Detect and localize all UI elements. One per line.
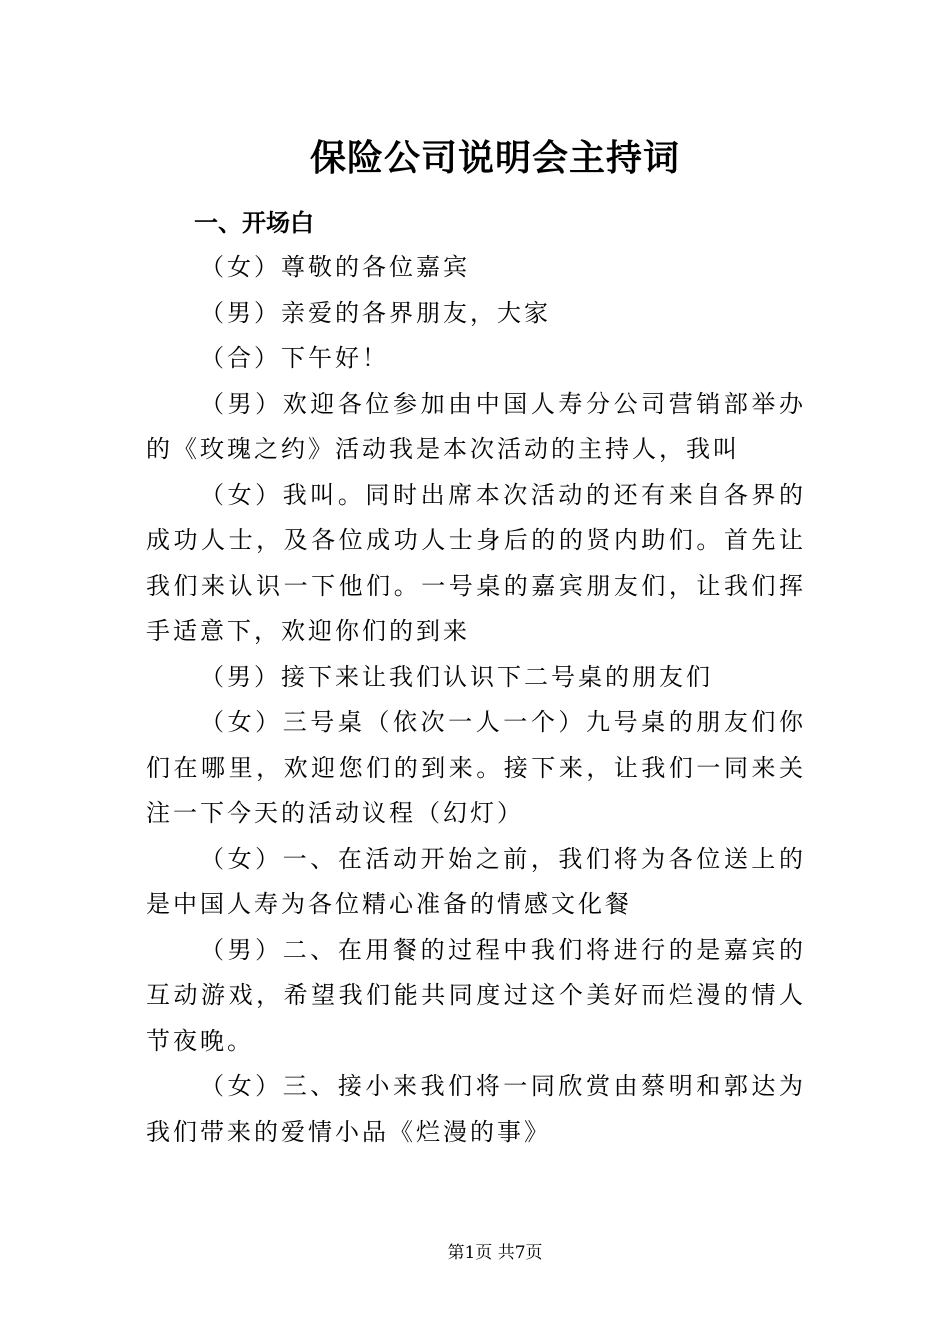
- document-body: [146, 245, 806, 1155]
- page-footer: 第1页 共7页: [447, 1243, 543, 1263]
- paragraph: （男）亲爱的各界朋友，大家: [200, 298, 551, 327]
- paragraph: （女）我叫。同时出席本次活动的还有来自各界的成功人士，及各位成功人士身后的的贤内助们。首先让我们来认识一下他们。一号桌的嘉宾朋友们，让我们挥手适意下，欢迎你们的到来: [146, 480, 806, 645]
- paragraph: （女）三、接小来我们将一同欣赏由蔡明和郭达为我们带来的爱情小品《烂漫的事》: [146, 1072, 806, 1146]
- paragraph: （女）三号桌（依次一人一个）九号桌的朋友们你们在哪里，欢迎您们的到来。接下来，让我们一同来关注一下今天的活动议程（幻灯）: [146, 708, 806, 827]
- paragraph: （男）欢迎各位参加由中国人寿分公司营销部举办的《玫瑰之约》活动我是本次活动的主持人，我叫: [146, 389, 806, 463]
- document-title: 保险公司说明会主持词: [309, 137, 680, 179]
- section-heading: 一、开场白: [194, 209, 314, 237]
- paragraph: （女）一、在活动开始之前，我们将为各位送上的是中国人寿为各位精心准备的情感文化餐: [146, 844, 806, 918]
- paragraph: （女）尊敬的各位嘉宾: [200, 253, 470, 281]
- paragraph: （男）接下来让我们认识下二号桌的朋友们: [200, 662, 713, 691]
- paragraph: （男）二、在用餐的过程中我们将进行的是嘉宾的互动游戏，希望我们能共同度过这个美好而烂漫的情人节夜晚。: [146, 935, 806, 1055]
- paragraph: （合）下午好！: [200, 344, 389, 372]
